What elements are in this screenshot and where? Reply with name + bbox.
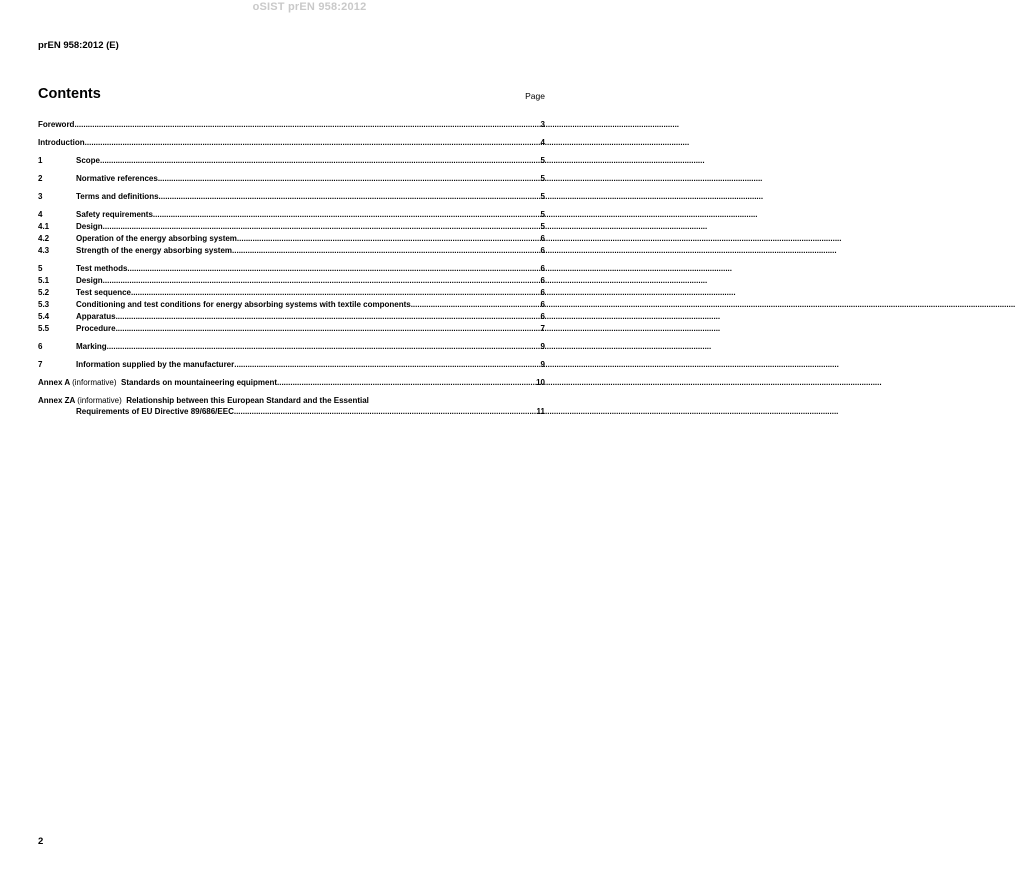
toc-leader: [234, 359, 540, 371]
toc-entry-annex-za[interactable]: [38, 395, 545, 417]
annex-label: Annex A: [38, 378, 70, 387]
toc-leader: [103, 221, 541, 233]
toc-title: [38, 377, 277, 389]
toc-entry-apparatus[interactable]: [38, 311, 545, 323]
toc-page: 9: [540, 342, 545, 351]
toc-entry-safety-requirements[interactable]: [38, 209, 545, 221]
toc-leader: [158, 173, 541, 185]
toc-number: 4: [38, 210, 43, 219]
toc-number: 4.1: [38, 222, 50, 231]
toc-page: 6: [540, 312, 545, 321]
toc-title: Marking: [76, 342, 107, 351]
toc-title: Introduction: [38, 138, 85, 147]
watermark: oSIST prEN 958:2012: [252, 1, 367, 13]
toc-entry-strength[interactable]: [38, 245, 545, 257]
toc-number: 5.1: [38, 276, 50, 285]
toc-leader: [85, 137, 541, 149]
toc-entry-test-methods[interactable]: [38, 263, 545, 275]
toc-entry-test-design[interactable]: [38, 275, 545, 287]
toc-page: 6: [540, 276, 545, 285]
toc-title: Test sequence: [76, 288, 131, 297]
toc-number: 1: [38, 156, 43, 165]
toc-number: 3: [38, 192, 43, 201]
toc-entry-terms-and-definitions[interactable]: [38, 191, 545, 203]
annex-za-line1: [38, 395, 545, 407]
toc-number: 5.4: [38, 312, 50, 321]
toc-number: 4.3: [38, 246, 50, 255]
toc-leader: [127, 263, 540, 275]
toc-number: 5.5: [38, 324, 50, 333]
toc-leader: [153, 209, 541, 221]
toc-page: 5: [540, 174, 545, 183]
annex-title-line1: Relationship between this European Standard and the Essential: [126, 396, 369, 405]
toc-number: 5.3: [38, 300, 50, 309]
toc-entry-foreword[interactable]: [38, 119, 545, 131]
toc-leader: [107, 341, 541, 353]
toc-leader: [159, 191, 541, 203]
toc-page: 6: [540, 300, 545, 309]
toc-number: 2: [38, 174, 43, 183]
toc-number: 6: [38, 342, 43, 351]
toc-page: 5: [540, 192, 545, 201]
toc-title: Safety requirements: [76, 210, 153, 219]
toc-page: 10: [536, 378, 545, 387]
document-id: prEN 958:2012 (E): [38, 40, 119, 51]
toc-title: Scope: [76, 156, 101, 165]
toc-entry-test-sequence[interactable]: [38, 287, 545, 299]
toc-page: 6: [540, 288, 545, 297]
toc-leader: [277, 377, 536, 389]
toc-leader: [232, 245, 541, 257]
toc-page: 6: [540, 264, 545, 273]
toc-leader: [237, 233, 541, 245]
contents-title: Contents: [38, 86, 101, 102]
toc-entry-design[interactable]: [38, 221, 545, 233]
toc-number: 5.2: [38, 288, 50, 297]
page-column-label: Page: [525, 91, 545, 101]
toc-entry-normative-references[interactable]: [38, 173, 545, 185]
toc-leader: [411, 299, 541, 311]
page-number: 2: [38, 836, 44, 847]
toc-title: Design: [76, 222, 103, 231]
annex-title: Standards on mountaineering equipment: [121, 378, 278, 387]
toc-entry-procedure[interactable]: [38, 323, 545, 335]
toc-page: 11: [536, 407, 545, 416]
toc-leader: [131, 287, 541, 299]
toc-leader: [116, 323, 541, 335]
toc-entry-introduction[interactable]: [38, 137, 545, 149]
toc-page: 3: [540, 120, 545, 129]
toc-page: 5: [540, 156, 545, 165]
toc-page: 7: [540, 324, 545, 333]
toc-leader: [74, 119, 540, 131]
toc-number: 7: [38, 360, 43, 369]
annex-label: Annex ZA: [38, 396, 76, 405]
toc-number: 5: [38, 264, 43, 273]
toc-leader: [116, 311, 541, 323]
toc-title: Information supplied by the manufacturer: [76, 360, 235, 369]
toc-page: 6: [540, 234, 545, 243]
toc-leader: [234, 407, 537, 417]
toc-leader: [100, 155, 541, 167]
toc-entry-marking[interactable]: [38, 341, 545, 353]
toc-entry-information[interactable]: [38, 359, 545, 371]
toc-number: 4.2: [38, 234, 50, 243]
toc-title: Operation of the energy absorbing system: [76, 234, 237, 243]
toc-page: 9: [540, 360, 545, 369]
toc-page: 5: [540, 210, 545, 219]
annex-za-line2: [38, 407, 545, 417]
toc-title: Normative references: [76, 174, 158, 183]
toc-page: 6: [540, 246, 545, 255]
toc-page: 5: [540, 222, 545, 231]
toc-title: Apparatus: [76, 312, 116, 321]
toc-page: 4: [540, 138, 545, 147]
annex-qualifier: (informative): [77, 396, 122, 405]
toc-entry-operation[interactable]: [38, 233, 545, 245]
toc-title: Conditioning and test conditions for energy absorbing systems with textile components: [76, 300, 411, 309]
annex-title-line2: Requirements of EU Directive 89/686/EEC: [76, 407, 234, 416]
toc-title: Foreword: [38, 120, 75, 129]
toc-title: Terms and definitions: [76, 192, 159, 201]
toc-title: Procedure: [76, 324, 116, 333]
annex-qualifier: (informative): [72, 378, 117, 387]
toc-entry-conditioning[interactable]: [38, 299, 545, 311]
toc-title: Strength of the energy absorbing system: [76, 246, 233, 255]
toc-entry-annex-a[interactable]: [38, 377, 545, 389]
toc-leader: [103, 275, 541, 287]
table-of-contents: [38, 119, 545, 417]
toc-title: Test methods: [76, 264, 128, 273]
toc-entry-scope[interactable]: [38, 155, 545, 167]
toc-title: Design: [76, 276, 103, 285]
